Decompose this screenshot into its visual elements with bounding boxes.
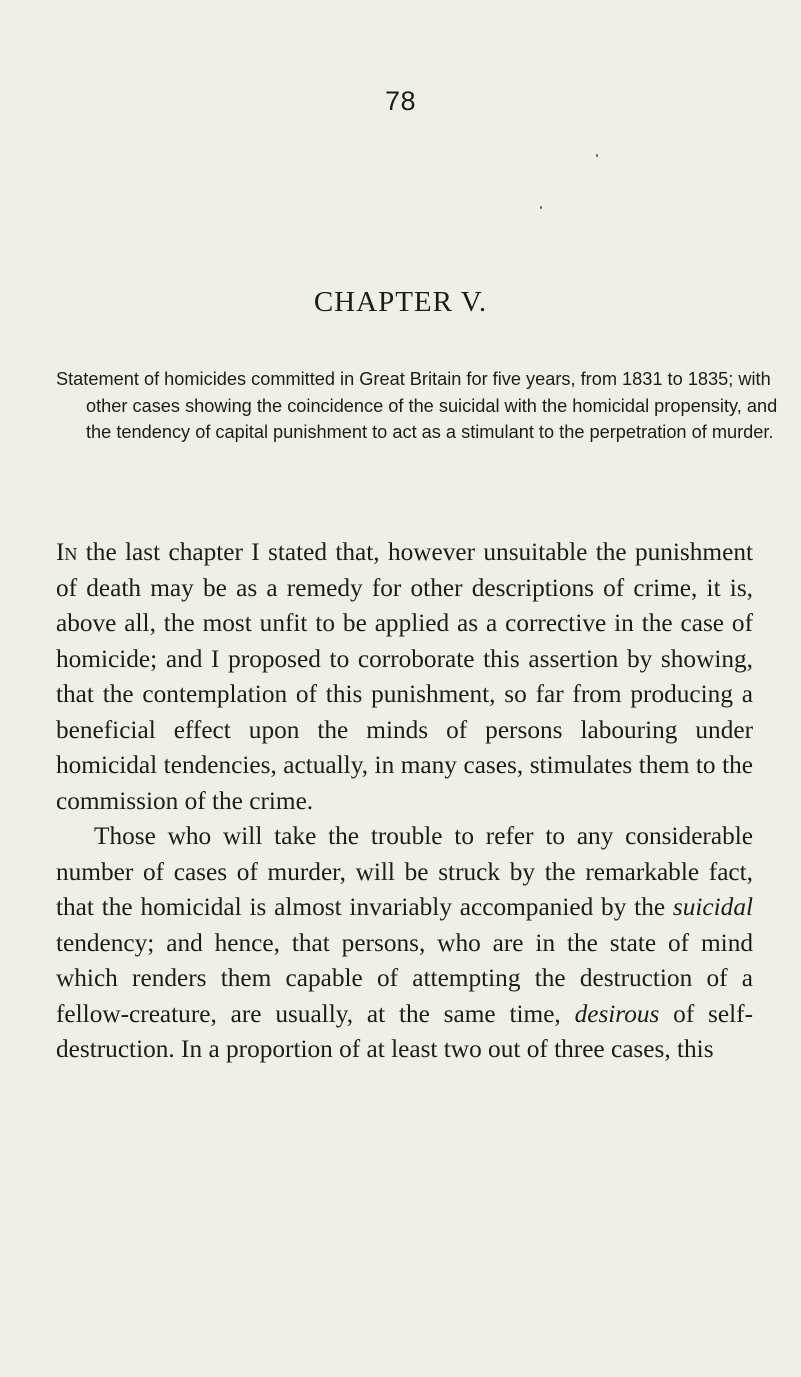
ink-speck xyxy=(596,154,598,157)
paragraph-text: of self-destruction. In a proportion of at least two out of three cases, this xyxy=(56,999,754,1063)
emphasis: suicidal xyxy=(672,893,753,921)
ink-speck xyxy=(540,206,542,209)
paragraph-lead: In xyxy=(56,538,78,566)
emphasis: desirous xyxy=(574,999,660,1028)
paragraph-text: the last chapter I stated that, however unsuitable the punishment of death may be as a remedy for other descriptions of crime, it is, above all, the most unfit to be applied as a corrective in the case of homicide; and I proposed to corroborate this assertion by showing, that the contemplation of this punishment, so far from producing a beneficial effect upon the minds of persons labouring under homicidal tendencies, actually, in many cases, stimulates them to the commission of the crime. xyxy=(56,538,753,815)
chapter-summary: Statement of homicides committed in Great Britain for five years, from 1831 to 1835; with other cases showing the coincidence of the suicidal with the homicidal propensity, and the tendency of capital punishment to act as a stimulant to the perpetration of murder. xyxy=(56,369,778,442)
paragraph xyxy=(56,535,753,819)
body-text xyxy=(56,535,753,1068)
chapter-title: CHAPTER V. xyxy=(313,286,488,318)
paragraph xyxy=(56,819,753,1068)
page-number: 78 xyxy=(384,86,417,116)
paragraph-text: tendency; and hence, that persons, who are in the state of mind which renders them capable of attempting the destruction of a fellow-creature, are usually, at the same time, xyxy=(56,928,753,1028)
paragraph-text: Those who will take the trouble to refer to any considerable number of cases of murder, will be struck by the remarkable fact, that the homicidal is almost invariably accompanied by the xyxy=(56,822,753,921)
